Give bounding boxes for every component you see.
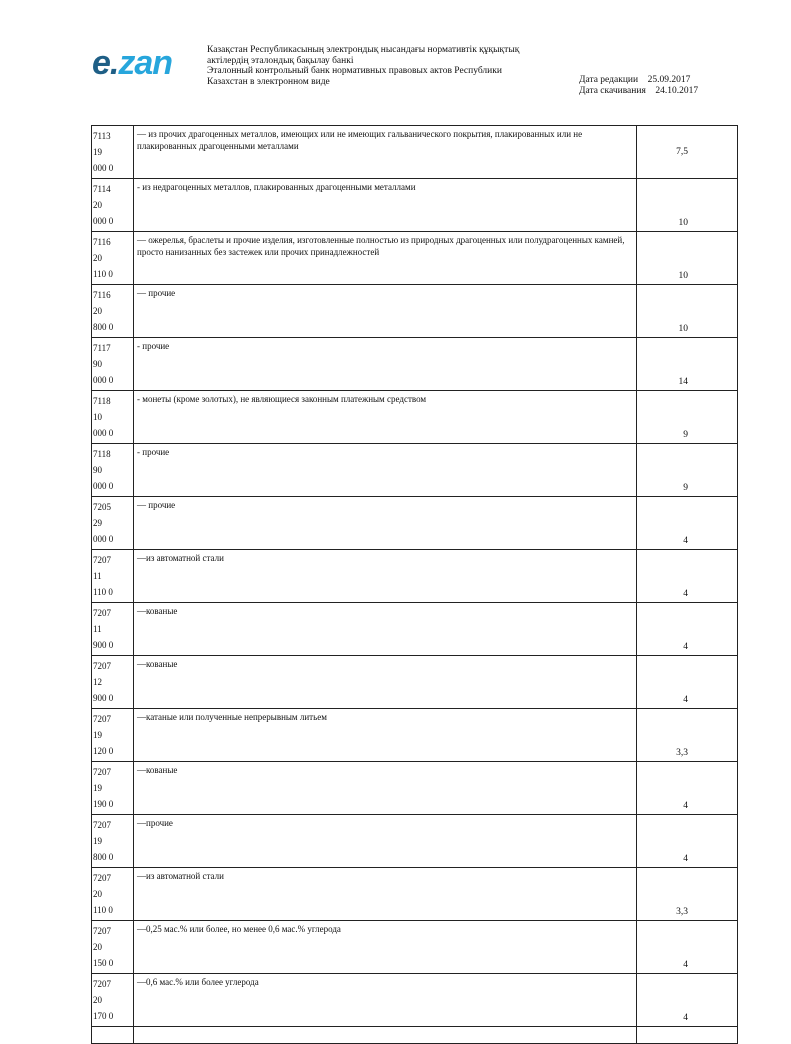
ezan-logo xyxy=(92,46,172,80)
commodity-code-part: 900 0 xyxy=(93,640,114,650)
commodity-code-part: 120 0 xyxy=(93,746,114,756)
commodity-code-part: 000 0 xyxy=(93,481,114,491)
commodity-code xyxy=(92,338,134,391)
table-row xyxy=(92,762,738,815)
commodity-description: —кованые xyxy=(134,603,637,656)
duty-rate: 4 xyxy=(683,1012,688,1023)
commodity-description: —катаные или полученные непрерывным литьем xyxy=(134,709,637,762)
commodity-code-part: 7207 xyxy=(93,608,111,618)
commodity-code-part: 20 xyxy=(93,306,102,316)
commodity-code xyxy=(92,179,134,232)
table-row xyxy=(92,179,738,232)
table-row xyxy=(92,709,738,762)
duty-rate-cell xyxy=(637,762,738,815)
commodity-code xyxy=(92,709,134,762)
empty-cell xyxy=(92,1027,134,1044)
bank-title-line3: Эталонный контрольный банк нормативных правовых актов Республики xyxy=(207,66,502,76)
commodity-code-part: 000 0 xyxy=(93,216,114,226)
table-row xyxy=(92,815,738,868)
table-row xyxy=(92,338,738,391)
commodity-code-part: 7113 xyxy=(93,131,111,141)
logo-dot: . xyxy=(109,44,119,82)
table-row xyxy=(92,656,738,709)
commodity-code-part: 7207 xyxy=(93,661,111,671)
commodity-code-part: 900 0 xyxy=(93,693,114,703)
commodity-code-part: 000 0 xyxy=(93,428,114,438)
download-date-value: 24.10.2017 xyxy=(655,86,699,96)
commodity-code xyxy=(92,285,134,338)
commodity-description: — ожерелья, браслеты и прочие изделия, изготовленные полностью из природных драгоценных или полудрагоценных камней, просто нанизанных без застежек или прочих принадлежностей xyxy=(134,232,637,285)
commodity-code-part: 7207 xyxy=(93,555,111,565)
download-date xyxy=(579,86,698,97)
table-row xyxy=(92,285,738,338)
commodity-description: —кованые xyxy=(134,656,637,709)
duty-rate: 4 xyxy=(683,853,688,864)
commodity-code-part: 20 xyxy=(93,889,102,899)
table-row xyxy=(92,126,738,179)
commodity-code xyxy=(92,232,134,285)
duty-rate: 10 xyxy=(678,323,688,334)
commodity-code-part: 11 xyxy=(93,624,102,634)
commodity-description: - прочие xyxy=(134,338,637,391)
edit-date-label: Дата редакции xyxy=(579,75,639,85)
commodity-code xyxy=(92,444,134,497)
commodity-code xyxy=(92,391,134,444)
commodity-code-part: 7117 xyxy=(93,343,111,353)
bank-title xyxy=(207,45,519,87)
commodity-code-part: 110 0 xyxy=(93,587,113,597)
edit-date-value: 25.09.2017 xyxy=(647,75,691,85)
commodity-code-part: 7207 xyxy=(93,767,111,777)
duty-rate-cell xyxy=(637,285,738,338)
commodity-code xyxy=(92,126,134,179)
duty-rate-cell xyxy=(637,444,738,497)
duty-rate-cell xyxy=(637,391,738,444)
duty-rate: 9 xyxy=(683,429,688,440)
commodity-code-part: 800 0 xyxy=(93,852,114,862)
commodity-code-part: 000 0 xyxy=(93,534,114,544)
commodity-code-part: 800 0 xyxy=(93,322,114,332)
commodity-code xyxy=(92,921,134,974)
duty-rate-cell xyxy=(637,550,738,603)
commodity-code-part: 7207 xyxy=(93,979,111,989)
commodity-code-part: 19 xyxy=(93,147,102,157)
duty-rate: 4 xyxy=(683,641,688,652)
commodity-code-part: 110 0 xyxy=(93,905,113,915)
commodity-description: - из недрагоценных металлов, плакированных драгоценными металлами xyxy=(134,179,637,232)
empty-cell xyxy=(134,1027,637,1044)
duty-rate-cell xyxy=(637,603,738,656)
duty-rate: 10 xyxy=(678,217,688,228)
commodity-description: - монеты (кроме золотых), не являющиеся законным платежным средством xyxy=(134,391,637,444)
duty-rate-cell xyxy=(637,126,738,179)
commodity-code-part: 000 0 xyxy=(93,163,114,173)
duty-rate: 4 xyxy=(683,535,688,546)
duty-rate: 4 xyxy=(683,959,688,970)
bank-title-line1: Казақстан Республикасының электрондық нысандағы нормативтік құқықтық xyxy=(207,45,520,55)
duty-rate: 10 xyxy=(678,270,688,281)
table-row xyxy=(92,232,738,285)
tariff-table xyxy=(91,125,738,1044)
commodity-code xyxy=(92,656,134,709)
commodity-code-part: 7207 xyxy=(93,873,111,883)
table-row xyxy=(92,974,738,1027)
commodity-code-part: 190 0 xyxy=(93,799,114,809)
duty-rate-cell xyxy=(637,232,738,285)
table-row xyxy=(92,497,738,550)
empty-cell xyxy=(637,1027,738,1044)
logo-e: e xyxy=(92,44,110,82)
table-row xyxy=(92,603,738,656)
commodity-code-part: 29 xyxy=(93,518,102,528)
duty-rate: 14 xyxy=(678,376,688,387)
commodity-code-part: 10 xyxy=(93,412,102,422)
commodity-code-part: 20 xyxy=(93,942,102,952)
table-row xyxy=(92,444,738,497)
duty-rate-cell xyxy=(637,815,738,868)
commodity-description: - прочие xyxy=(134,444,637,497)
commodity-code xyxy=(92,815,134,868)
edit-date xyxy=(579,75,698,86)
document-dates xyxy=(579,75,698,97)
duty-rate-cell xyxy=(637,338,738,391)
table-row xyxy=(92,921,738,974)
commodity-code-part: 20 xyxy=(93,200,102,210)
commodity-code-part: 19 xyxy=(93,730,102,740)
commodity-code xyxy=(92,603,134,656)
empty-table-row xyxy=(92,1027,738,1044)
commodity-code-part: 20 xyxy=(93,995,102,1005)
tariff-table-body xyxy=(92,126,738,1044)
bank-title-line4: Казахстан в электронном виде xyxy=(207,76,330,87)
download-date-label: Дата скачивания xyxy=(579,86,646,96)
table-row xyxy=(92,391,738,444)
commodity-code-part: 7207 xyxy=(93,926,111,936)
commodity-code-part: 7205 xyxy=(93,502,111,512)
commodity-code-part: 90 xyxy=(93,359,102,369)
commodity-code xyxy=(92,868,134,921)
commodity-description: — из прочих драгоценных металлов, имеющих или не имеющих гальванического покрытия, плакированных или не плакированных драгоценными металлами xyxy=(134,126,637,179)
commodity-code-part: 7116 xyxy=(93,290,111,300)
duty-rate: 3,3 xyxy=(676,906,688,917)
duty-rate-cell xyxy=(637,656,738,709)
duty-rate-cell xyxy=(637,921,738,974)
bank-title-line2: актілердің эталондық бақылау банкі xyxy=(207,55,354,66)
commodity-description: —кованые xyxy=(134,762,637,815)
commodity-description: —из автоматной стали xyxy=(134,550,637,603)
commodity-code-part: 12 xyxy=(93,677,102,687)
duty-rate-cell xyxy=(637,709,738,762)
commodity-code-part: 7114 xyxy=(93,184,111,194)
commodity-code-part: 11 xyxy=(93,571,102,581)
duty-rate-cell xyxy=(637,868,738,921)
commodity-code-part: 7207 xyxy=(93,820,111,830)
duty-rate: 7,5 xyxy=(676,147,688,157)
duty-rate: 4 xyxy=(683,800,688,811)
commodity-code-part: 7118 xyxy=(93,396,111,406)
commodity-code xyxy=(92,762,134,815)
commodity-description: —0,25 мас.% или более, но менее 0,6 мас.% углерода xyxy=(134,921,637,974)
commodity-code-part: 150 0 xyxy=(93,958,114,968)
commodity-description: —прочие xyxy=(134,815,637,868)
duty-rate: 9 xyxy=(683,482,688,493)
commodity-code-part: 170 0 xyxy=(93,1011,114,1021)
duty-rate-cell xyxy=(637,497,738,550)
commodity-description: — прочие xyxy=(134,497,637,550)
page-header xyxy=(0,0,791,120)
commodity-code-part: 19 xyxy=(93,783,102,793)
commodity-code-part: 110 0 xyxy=(93,269,113,279)
commodity-description: — прочие xyxy=(134,285,637,338)
commodity-code-part: 7116 xyxy=(93,237,111,247)
duty-rate-cell xyxy=(637,179,738,232)
commodity-description: —из автоматной стали xyxy=(134,868,637,921)
table-row xyxy=(92,550,738,603)
commodity-description: —0,6 мас.% или более углерода xyxy=(134,974,637,1027)
duty-rate: 3,3 xyxy=(676,747,688,758)
commodity-code xyxy=(92,550,134,603)
duty-rate: 4 xyxy=(683,588,688,599)
table-row xyxy=(92,868,738,921)
commodity-code-part: 7207 xyxy=(93,714,111,724)
duty-rate: 4 xyxy=(683,694,688,705)
commodity-code-part: 20 xyxy=(93,253,102,263)
commodity-code xyxy=(92,974,134,1027)
commodity-code-part: 19 xyxy=(93,836,102,846)
commodity-code xyxy=(92,497,134,550)
commodity-code-part: 7118 xyxy=(93,449,111,459)
logo-zan: zan xyxy=(118,44,173,82)
commodity-code-part: 000 0 xyxy=(93,375,114,385)
commodity-code-part: 90 xyxy=(93,465,102,475)
duty-rate-cell xyxy=(637,974,738,1027)
